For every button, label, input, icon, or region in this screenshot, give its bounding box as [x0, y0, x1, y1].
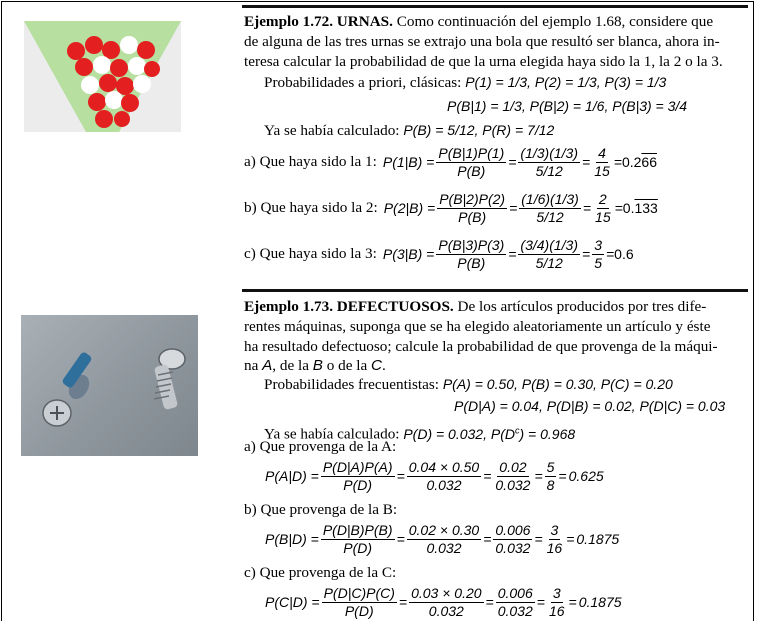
equals-sign: =: [396, 468, 405, 484]
white-ball: [128, 57, 146, 75]
calc-values-part: P(D) = 0.032, P(D: [403, 425, 515, 442]
ex173-a-fraction-4: [545, 459, 557, 494]
text-fragment: na: [244, 357, 263, 374]
red-ball: [88, 93, 106, 111]
denominator: P(B): [457, 162, 486, 179]
white-ball: [81, 76, 99, 94]
denominator: P(D): [343, 476, 373, 493]
denominator: 5/12: [536, 208, 564, 225]
ex172-a-fraction-3: [592, 145, 612, 180]
equals-sign: =: [509, 200, 518, 216]
ex173-a-fraction-1: [321, 459, 395, 494]
red-ball: [67, 42, 85, 60]
equals-sign: =: [485, 594, 494, 610]
ex173-conditional-values: P(D|A) = 0.04, P(D|B) = 0.02, P(D|C) = 0.03: [454, 398, 726, 414]
ex172-line-1: [244, 14, 713, 30]
ex173-freq-values: P(A) = 0.50, P(B) = 0.30, P(C) = 0.20: [442, 376, 673, 392]
red-ball: [75, 58, 93, 76]
ex172-b-fraction-3: [593, 191, 613, 226]
ex172-equation-c: [244, 235, 634, 273]
ex173-b-fraction-4: [545, 522, 565, 557]
ex173-c-lhs: P(C|D) =: [265, 594, 320, 610]
ex172-heading: Ejemplo 1.72. URNAS.: [244, 13, 393, 30]
ex173-b-fraction-1: [321, 522, 395, 557]
urn-illustration: [24, 21, 181, 132]
equals-sign: =: [614, 200, 623, 216]
ex173-c-fraction-2: [409, 585, 483, 620]
ex172-calc-label: Ya se había calculado:: [264, 122, 400, 139]
numerator: 0.02: [499, 458, 527, 475]
red-ball: [95, 110, 113, 128]
red-ball: [99, 74, 117, 92]
ex173-c-label: c) Que provenga de la C:: [244, 564, 397, 581]
ex172-c-fraction-1: [436, 237, 506, 272]
ex173-equation-a: [265, 457, 604, 495]
denominator: P(B): [457, 254, 486, 271]
ex172-a-lhs: P(1|B) =: [382, 154, 435, 170]
ex172-intro-1: Como continuación del ejemplo 1.68, considere que: [396, 13, 714, 30]
ex172-c-label: c) Que haya sido la 3:: [244, 245, 377, 262]
numerator: P(D|A)P(A): [322, 458, 393, 475]
white-ball: [93, 56, 111, 74]
ex172-calc-values: P(B) = 5/12, P(R) = 7/12: [403, 122, 555, 138]
ex172-b-lhs: P(2|B) =: [383, 200, 436, 216]
equals-sign: =: [568, 594, 577, 610]
white-ball: [120, 36, 138, 54]
numerator: P(D|B)P(B): [322, 521, 393, 538]
ex173-heading: Ejemplo 1.73. DEFECTUOSOS.: [244, 298, 454, 315]
ex172-a-result: [622, 154, 657, 170]
screw-left: [43, 351, 93, 426]
denominator: 15: [595, 208, 611, 225]
result-base: 0.2: [621, 154, 642, 170]
denominator: 0.032: [428, 602, 464, 619]
equals-sign: =: [582, 154, 591, 170]
urn-drawing: [24, 21, 181, 132]
ex172-b-result: [623, 200, 658, 216]
equals-sign: =: [396, 531, 405, 547]
machine-c: C: [370, 357, 382, 374]
equals-sign: =: [582, 200, 592, 216]
ex173-equation-b: [265, 520, 619, 558]
section-rule: [242, 5, 748, 8]
ex173-intro-1: De los artículos producidos por tres dife-: [457, 298, 707, 315]
equals-sign: =: [534, 531, 543, 547]
ex172-intro-2: de alguna de las tres urnas se extrajo una bola que resultó ser blanca, ahora in-: [244, 33, 720, 50]
numerator: 3: [550, 521, 559, 538]
numerator: 0.006: [497, 584, 533, 601]
equals-sign: =: [566, 531, 575, 547]
red-ball: [85, 36, 103, 54]
denominator: 8: [546, 476, 555, 493]
text-fragment: o de la: [322, 357, 371, 374]
equals-sign: =: [605, 246, 615, 262]
red-ball: [137, 41, 155, 59]
numerator: 0.04 × 0.50: [408, 458, 480, 475]
equals-sign: =: [483, 531, 492, 547]
ex172-a-fraction-2: [518, 145, 580, 180]
numerator: 0.03 × 0.20: [411, 584, 482, 601]
ex173-intro-3: ha resultado defectuoso; calcule la probabilidad de que provenga de la máqui-: [244, 338, 718, 355]
machine-a: A: [262, 357, 273, 374]
numerator: (3/4)(1/3): [520, 236, 578, 253]
text-fragment: .: [381, 357, 386, 374]
ex172-equation-b: [244, 189, 658, 227]
denominator: 5: [594, 254, 602, 271]
red-ball: [110, 59, 128, 77]
ex172-conditional-values: P(B|1) = 1/3, P(B|2) = 1/6, P(B|3) = 3/4: [447, 98, 688, 114]
ex173-freq-line: [264, 376, 673, 393]
red-ball: [144, 61, 160, 77]
denominator: 0.032: [495, 539, 531, 556]
ex173-line-1: [244, 299, 706, 315]
complement-superscript: c: [514, 425, 520, 435]
ex172-prior-values: P(1) = 1/3, P(2) = 1/3, P(3) = 1/3: [465, 74, 667, 90]
denominator: 0.032: [426, 476, 462, 493]
ex173-a-fraction-3: [493, 459, 532, 494]
ex172-equation-a: [244, 143, 657, 181]
result-repeating: 133: [634, 200, 658, 216]
denominator: 0.032: [497, 602, 533, 619]
ex173-c-result: 0.1875: [578, 594, 622, 610]
ex172-intro-3: teresa calcular la probabilidad de que la urna elegida haya sido la 1, la 2 o la 3.: [244, 53, 723, 70]
numerator: 3: [594, 236, 602, 253]
ex173-a-result: 0.625: [568, 468, 604, 484]
ex173-b-result: 0.1875: [576, 531, 620, 547]
ex172-c-lhs: P(3|B) =: [382, 246, 435, 262]
numerator: 2: [598, 190, 607, 207]
denominator: 5/12: [535, 162, 563, 179]
white-ball: [105, 91, 123, 109]
denominator: 0.032: [426, 539, 462, 556]
equals-sign: =: [398, 594, 408, 610]
ex173-intro-2: rentes máquinas, suponga que se ha elegido aleatoriamente un artículo y éste: [244, 318, 711, 335]
numerator: P(B|3)P(3): [438, 236, 505, 253]
ex172-b-fraction-2: [519, 191, 581, 226]
equals-sign: =: [613, 154, 622, 170]
denominator: 16: [548, 602, 565, 619]
ex172-prior-line: [264, 74, 666, 91]
ex173-a-fraction-2: [407, 459, 481, 494]
text-fragment: , de la: [272, 357, 313, 374]
denominator: 16: [546, 539, 563, 556]
numerator: 3: [552, 584, 561, 601]
document-page: [1, 1, 754, 621]
ex173-intro-4: [244, 358, 386, 374]
denominator: 5/12: [535, 254, 563, 271]
red-ball: [116, 77, 134, 95]
ex173-b-fraction-2: [407, 522, 481, 557]
numerator: P(B|2)P(2): [439, 190, 506, 207]
white-ball: [133, 75, 151, 93]
ex173-calc-values: [403, 426, 575, 442]
equals-sign: =: [558, 468, 567, 484]
ex173-b-fraction-3: [493, 522, 532, 557]
ex172-a-label: a) Que haya sido la 1:: [244, 153, 377, 170]
denominator: 0.032: [495, 476, 531, 493]
screw-right: [154, 349, 185, 410]
ex172-prior-label: Probabilidades a priori, clásicas:: [264, 74, 462, 91]
result-base: 0.: [622, 200, 635, 216]
equals-sign: =: [582, 246, 591, 262]
equals-sign: =: [534, 468, 543, 484]
equals-sign: =: [483, 468, 492, 484]
ex173-b-lhs: P(B|D) =: [265, 531, 319, 547]
red-ball: [121, 94, 139, 112]
ex172-c-fraction-3: [592, 237, 604, 272]
ex173-calc-label: Ya se había calculado:: [264, 425, 400, 443]
numerator: (1/3)(1/3): [520, 144, 578, 161]
ex173-a-label: a) Que provenga de la A:: [244, 438, 397, 455]
ex172-c-result: 0.6: [614, 246, 634, 262]
denominator: P(B): [458, 208, 487, 225]
ex173-freq-label: Probabilidades frecuentistas:: [264, 376, 440, 393]
red-ball: [102, 41, 120, 59]
ex172-b-fraction-1: [437, 191, 507, 226]
numerator: 0.02 × 0.30: [408, 521, 480, 538]
ex173-a-lhs: P(A|D) =: [265, 468, 319, 484]
ex172-c-fraction-2: [518, 237, 580, 272]
numerator: 0.006: [495, 521, 531, 538]
ex173-c-fraction-4: [547, 585, 567, 620]
denominator: P(D): [343, 539, 373, 556]
screws-drawing: [21, 315, 198, 456]
numerator: 5: [546, 458, 555, 475]
calc-values-part: ) = 0.968: [519, 425, 576, 442]
ex172-b-label: b) Que haya sido la 2:: [244, 199, 378, 216]
equals-sign: =: [536, 594, 545, 610]
equals-sign: =: [508, 154, 517, 170]
machine-b: B: [312, 357, 323, 374]
ex172-a-fraction-1: [436, 145, 506, 180]
screws-photo: [21, 315, 198, 456]
denominator: P(D): [344, 602, 374, 619]
section-rule: [242, 289, 748, 292]
numerator: P(B|1)P(1): [438, 144, 505, 161]
equals-sign: =: [508, 246, 517, 262]
ex172-calc-line: [264, 122, 554, 139]
numerator: P(D|C)P(C): [323, 584, 395, 601]
red-ball: [114, 111, 130, 127]
ex173-b-label: b) Que provenga de la B:: [244, 501, 398, 518]
numerator: 4: [598, 144, 606, 161]
ex173-c-fraction-3: [496, 585, 535, 620]
result-repeating: 66: [641, 154, 657, 170]
numerator: (1/6)(1/3): [521, 190, 579, 207]
denominator: 15: [594, 162, 610, 179]
ex173-equation-c: [265, 583, 622, 621]
ex173-c-fraction-1: [322, 585, 397, 620]
